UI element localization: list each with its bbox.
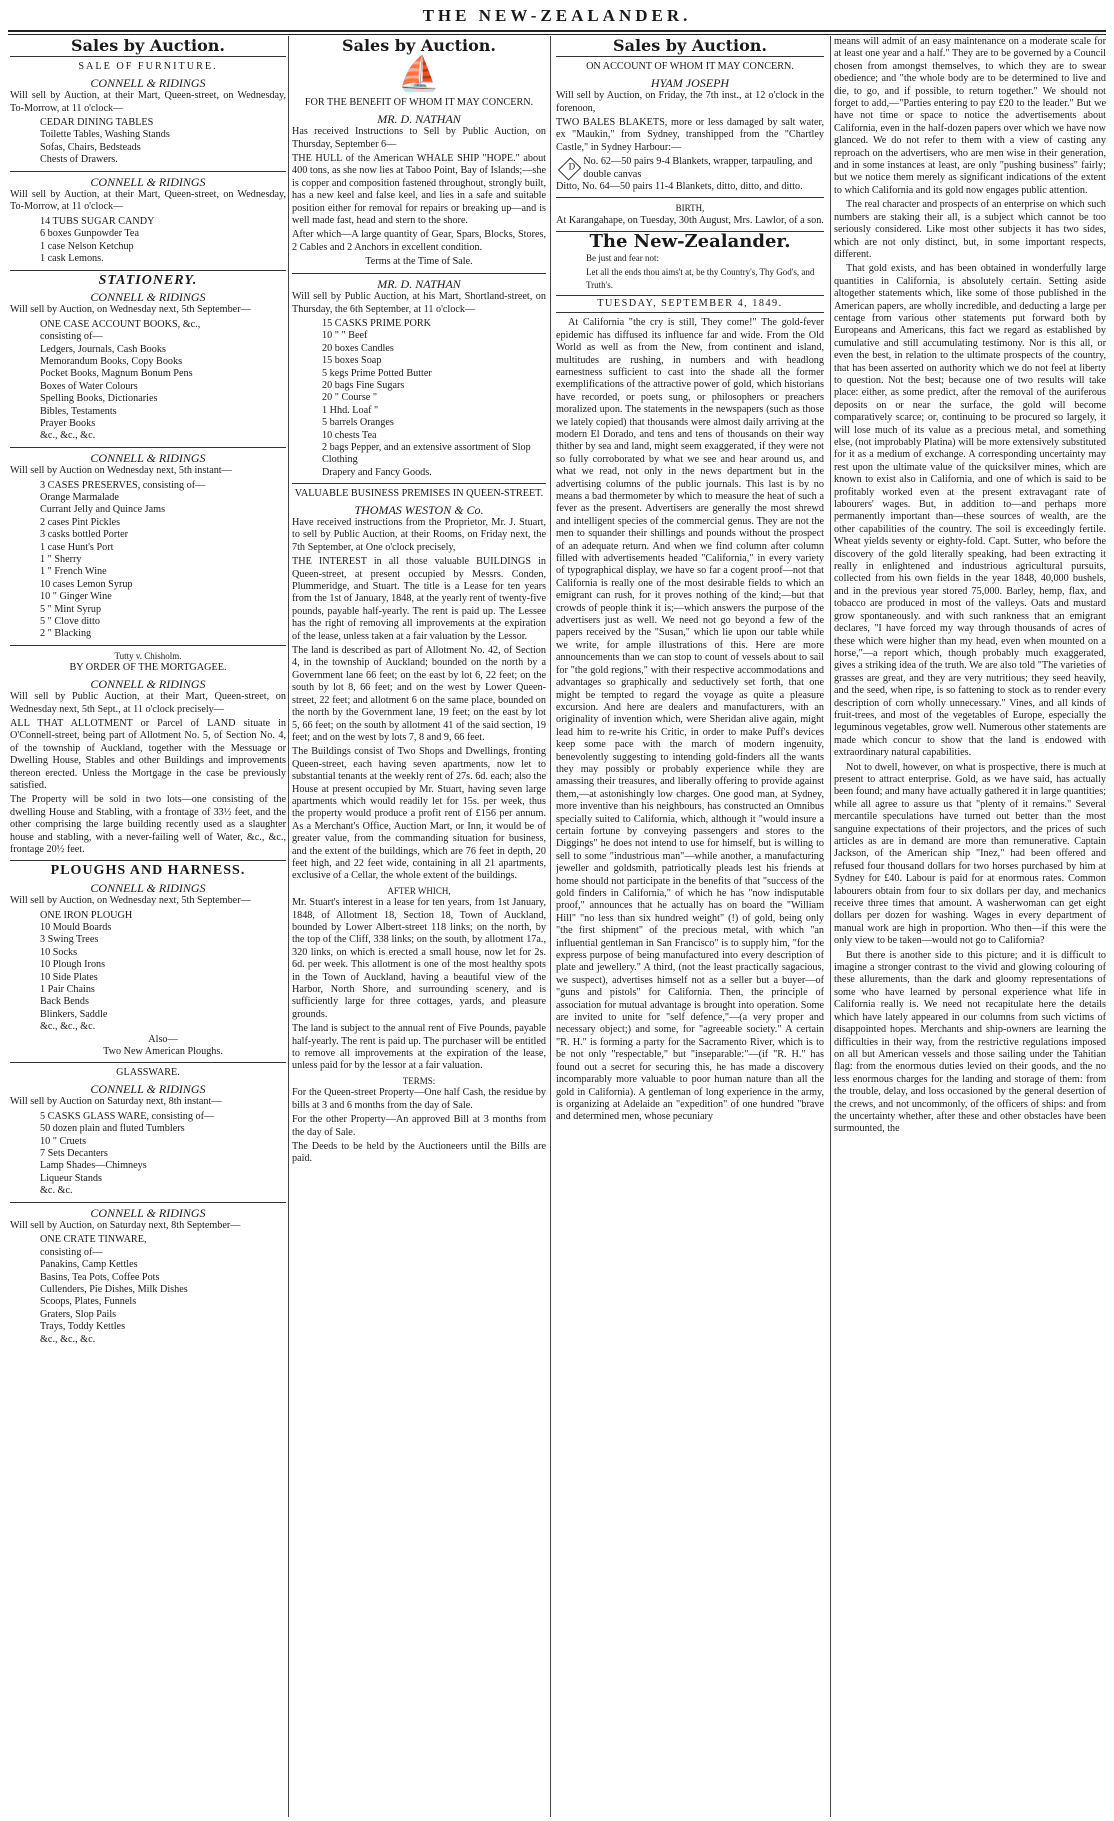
auctioneer-name: CONNELL & RIDINGS bbox=[90, 450, 206, 465]
editorial-paragraph: That gold exists, and has been obtained in wonderfully large quantities in California, is absolutely certain. Setting aside altogether statements which, like some of those published in the American papers, are wholly incredible, and deducting a large per centage from various other statements put forward both by Europeans and Americans, this fact we regard as established by cumulative and still accumulating testimony. Nor is this all, or even the best, in relation to the ultimate prospects of the country, that has been asserted on authority which we do not feel at liberty to question. Not the best; because one of two results will take place: either, as some predict, after the removal of the auriferous deposits on or near the surface, the gold will become comparatively scarce; or, continuing to be procured so largely, it will lose much of its value as a precious metal, and something else, (not improbably Platina) will be more extensively substituted for it as a medium of exchange. A corresponding uncertainty may rest upon the ultimate value of the quicksilver mines, which are known to exist also in California, and one of which is said to be profitably worked even at the present extravagant rate of labourers' wages. But, in addition to—and perhaps more permanently important than—these sources of wealth, are the other capabilities of the country. The soil is exceedingly fertile. Wheat yields seventy or eighty-fold. Capt. Sutter, who before the discovery of the gold literally speaking, had been extracting it really in enlightened and industrious agricultural pursuits, collected from his own fields in the year 1848, 40,000 bushels, and in the previous year stored 75,000. Barley, hemp, flax, and tobacco are produced in most of the valleys. Oats and mustard grow spontaneously. and with such rankness that an emigrant declares, "I have forced my way through thousands of acres of these which were higher than my head, even when mounted on a horse,"—a report which, though probably much exaggerated, gives a striking idea of the truth. We are also told "The varieties of grasses are great, and they are very nutritious; they seed heavily, and the seed, when ripe, is so fattening to stock as to render every description of corn wholly unnecessary." Vines, and all kinds of fruit-trees, and most of the vegetables of Europe, especially the leguminous vegetables, grow well. Numerous other statements are made which concur to show that the land is endowed with extraordinary natural capabilities. bbox=[834, 263, 1106, 759]
list-item: Graters, Slop Pails bbox=[40, 1308, 117, 1320]
rule bbox=[556, 197, 824, 198]
lot-line: Ditto, No. 64—50 pairs 11-4 Blankets, ditto, ditto, and ditto. bbox=[556, 181, 803, 193]
ad-intro: Will sell by Auction, on Wednesday next, 5th September— bbox=[10, 304, 251, 316]
rule bbox=[10, 645, 286, 646]
ad-intro: Will sell by Auction on Saturday next, 8th instant— bbox=[10, 1096, 222, 1108]
list-item: 2 " Blacking bbox=[40, 628, 92, 640]
diamond-letter: D bbox=[568, 161, 576, 172]
section-heading: Sales by Auction. bbox=[342, 36, 496, 55]
rule bbox=[292, 273, 546, 274]
item-list bbox=[10, 1111, 286, 1198]
list-item: 2 bags Pepper, and an extensive assortment of Slop Clothing bbox=[322, 441, 531, 466]
ad-intro: Will sell by Auction on Wednesday next, 5th instant— bbox=[10, 465, 232, 477]
masthead-rule bbox=[8, 30, 1106, 35]
rule bbox=[10, 270, 286, 271]
ad-intro: Will sell by Auction, at their Mart, Queen-street, on Wednesday, To-Morrow, at 11 o'clock— bbox=[10, 90, 286, 114]
list-item: &c., &c., &c. bbox=[40, 1333, 96, 1345]
list-item: 1 Pair Chains bbox=[40, 984, 95, 996]
diamond-mark-icon bbox=[558, 157, 582, 181]
ad-body: For the other Property—An approved Bill at 3 months from the day of Sale. bbox=[292, 1114, 546, 1138]
ad-body: After which—A large quantity of Gear, Spars, Blocks, Stores, 2 Cables and 2 Anchors in excellent condition. bbox=[292, 229, 546, 253]
list-item: Lamp Shades—Chimneys bbox=[40, 1160, 147, 1172]
column-1 bbox=[10, 36, 286, 1817]
list-item: ONE CASE ACCOUNT BOOKS, &c., bbox=[40, 318, 201, 330]
list-item: &c. &c. bbox=[40, 1185, 73, 1197]
list-item: Orange Marmalade bbox=[40, 492, 119, 503]
column-3 bbox=[556, 36, 824, 1817]
list-item: Liqueur Stands bbox=[40, 1172, 102, 1184]
list-item: Boxes of Water Colours bbox=[40, 380, 138, 392]
list-item: 50 dozen plain and fluted Tumblers bbox=[40, 1123, 185, 1135]
list-item: 3 CASES PRESERVES, consisting of— bbox=[40, 479, 206, 491]
ad-body: For the Queen-street Property—One half Cash, the residue by bills at 3 and 6 months from the day of Sale. bbox=[292, 1087, 546, 1111]
list-item: 20 " Course " bbox=[322, 392, 378, 404]
list-item: 10 chests Tea bbox=[322, 429, 377, 441]
list-item: 1 Hhd. Loaf " bbox=[322, 404, 379, 416]
item-list bbox=[292, 318, 546, 479]
ad-title: FOR THE BENEFIT OF WHOM IT MAY CONCERN. bbox=[304, 97, 534, 109]
list-item: 1 case Nelson Ketchup bbox=[40, 240, 134, 252]
list-item: Also— bbox=[148, 1033, 178, 1045]
rule bbox=[10, 1062, 286, 1063]
list-item: 1 " French Wine bbox=[40, 566, 107, 578]
list-item: 6 boxes Gunpowder Tea bbox=[40, 228, 139, 240]
rule bbox=[10, 447, 286, 448]
list-item: 5 kegs Prime Potted Butter bbox=[322, 367, 432, 379]
column-2 bbox=[292, 36, 546, 1817]
section-heading: PLOUGHS AND HARNESS. bbox=[50, 863, 246, 879]
ad-subheading: AFTER WHICH, bbox=[387, 885, 451, 896]
rule bbox=[556, 56, 824, 57]
ad-intro: Will sell by Public Auction, at his Mart, Shortland-street, on Thursday, the 6th September, at 11 o'clock— bbox=[292, 291, 546, 315]
item-list bbox=[10, 117, 286, 167]
auctioneer-name: MR. D. NATHAN bbox=[377, 111, 461, 126]
section-heading: GLASSWARE. bbox=[116, 1067, 180, 1079]
ship-icon: ⛵ bbox=[397, 56, 441, 94]
list-item: 5 " Clove ditto bbox=[40, 616, 100, 628]
terms: Terms at the Time of Sale. bbox=[365, 256, 473, 268]
auctioneer-name: CONNELL & RIDINGS bbox=[90, 289, 206, 304]
list-item: 3 Swing Trees bbox=[40, 934, 99, 946]
list-item: &c., &c., &c. bbox=[40, 1021, 96, 1033]
lot-row bbox=[556, 156, 824, 181]
list-item: Chests of Drawers. bbox=[40, 154, 118, 166]
auctioneer-name: CONNELL & RIDINGS bbox=[90, 1081, 206, 1096]
list-item: 5 barrels Oranges bbox=[322, 417, 394, 429]
ad-body: The Deeds to be held by the Auctioneers until the Bills are paid. bbox=[292, 1140, 546, 1165]
list-item: 20 bags Fine Sugars bbox=[322, 379, 405, 391]
section-heading: STATIONERY. bbox=[98, 272, 198, 288]
list-item: 20 boxes Candles bbox=[322, 342, 394, 354]
list-item: Cullenders, Pie Dishes, Milk Dishes bbox=[40, 1283, 188, 1295]
ad-intro: Will sell by Auction, on Saturday next, 8th September— bbox=[10, 1219, 241, 1231]
editorial bbox=[556, 317, 824, 1123]
list-item: 10 " Cruets bbox=[40, 1135, 87, 1147]
list-item: &c., &c., &c. bbox=[40, 430, 96, 442]
list-item: Prayer Books bbox=[40, 417, 96, 429]
ad-body: THE INTEREST in all those valuable BUILDINGS in Queen-street, at present occupied by Messrs. Conden, Plummeridge, and Stuart. The title is a Lease for ten years from the 1st of January, 1848, at the yearly rent of twenty-five pounds, payable half-yearly. The rent is paid up. The Lessee has the right of removing all improvements at the expiration of the lease, unless taken at a fair valuation by the Lessor. bbox=[292, 556, 546, 642]
list-item: 1 case Hunt's Port bbox=[40, 541, 114, 553]
ad-intro: Has received Instructions to Sell by Public Auction, on Thursday, September 6— bbox=[292, 126, 546, 150]
ad-subheading: TERMS: bbox=[402, 1075, 436, 1086]
ad-intro: Will sell by Auction, at their Mart, Queen-street, on Wednesday, To-Morrow, at 11 o'clock— bbox=[10, 189, 286, 213]
list-item: Toilette Tables, Washing Stands bbox=[40, 129, 170, 141]
issue-date: TUESDAY, SEPTEMBER 4, 1849. bbox=[556, 295, 824, 313]
list-item: 14 TUBS SUGAR CANDY bbox=[40, 215, 155, 227]
list-item: Basins, Tea Pots, Coffee Pots bbox=[40, 1271, 160, 1283]
ad-body: Mr. Stuart's interest in a lease for ten years, from 1st January, 1848, of Allotment 18, Section 18, Town of Auckland, bounded by Lower Albert-street 118 links; on the north, by the top of the Cliff, 338 links; on the south, by allotment 17a., 320 links, on which is erected a small house, now let for 2s. 6d. per week. This allotment is one of the most healthy spots in the Town of Auckland, having a beautiful view of the Harbor, North Shore, and surrounding scenery, and is sufficiently large for three cottages, yards, and pleasure grounds. bbox=[292, 897, 546, 1020]
list-item: consisting of— bbox=[40, 331, 103, 343]
notice-heading: BIRTH, bbox=[675, 203, 705, 214]
list-item: 1 " Sherry bbox=[40, 554, 82, 566]
list-item: Blinkers, Saddle bbox=[40, 1008, 108, 1020]
item-list bbox=[10, 480, 286, 641]
list-item: 2 cases Pint Pickles bbox=[40, 516, 121, 528]
list-item: 15 CASKS PRIME PORK bbox=[322, 317, 431, 329]
list-item: 10 Plough Irons bbox=[40, 959, 106, 971]
item-list bbox=[10, 910, 286, 1059]
list-item: 10 Mould Boards bbox=[40, 922, 112, 933]
rule bbox=[10, 1202, 286, 1203]
column-divider bbox=[288, 36, 289, 1817]
item-list bbox=[10, 1234, 286, 1346]
list-item: Spelling Books, Dictionaries bbox=[40, 393, 158, 405]
column-divider bbox=[830, 36, 831, 1817]
list-item: 1 cask Lemons. bbox=[40, 253, 104, 265]
auctioneer-name: CONNELL & RIDINGS bbox=[90, 174, 206, 189]
item-list bbox=[10, 216, 286, 266]
section-heading: Sales by Auction. bbox=[71, 36, 225, 55]
list-item: ONE IRON PLOUGH bbox=[40, 909, 133, 921]
list-item: Back Bends bbox=[40, 996, 89, 1008]
editorial-paragraph: The real character and prospects of an enterprise on which such numbers are staking their all, is a subject which cannot be too seriously considered. Like most other subjects it has two sides, which are not only distinct, but, in some important respects, different. bbox=[834, 199, 1106, 260]
auctioneer-name: THOMAS WESTON & Co. bbox=[354, 502, 484, 517]
list-item: Ledgers, Journals, Cash Books bbox=[40, 343, 166, 355]
lot-line: No. 62—50 pairs 9-4 Blankets, wrapper, tarpauling, and double canvas bbox=[583, 156, 813, 180]
auctioneer-name: MR. D. NATHAN bbox=[377, 276, 461, 291]
ad-body: The land is subject to the annual rent of Five Pounds, payable half-yearly. The rent is paid up. The purchaser will be entitled to remove all improvements at the expiration of the lease, unless paid for by the lessor at a fair valuation. bbox=[292, 1023, 546, 1072]
ad-intro: Will sell by Auction, on Friday, the 7th inst., at 12 o'clock in the forenoon, bbox=[556, 90, 824, 114]
list-item: CEDAR DINING TABLES bbox=[40, 117, 154, 129]
editorial-continued bbox=[834, 36, 1106, 1136]
auctioneer-name: CONNELL & RIDINGS bbox=[90, 880, 206, 895]
rule bbox=[10, 171, 286, 172]
auctioneer-name: CONNELL & RIDINGS bbox=[90, 75, 206, 90]
list-item: Currant Jelly and Quince Jams bbox=[40, 504, 166, 516]
ad-intro: Will sell by Public Auction, at their Mart, Queen-street, on Wednesday next, 5th Sept., at 11 o'clock precisely— bbox=[10, 691, 286, 715]
list-item: ONE CRATE TINWARE, bbox=[40, 1234, 147, 1246]
auctioneer-name: CONNELL & RIDINGS bbox=[90, 1205, 206, 1220]
ad-intro: Have received instructions from the Proprietor, Mr. J. Stuart, to sell by Public Auction, at their Rooms, on Friday next, the 7th September, at One o'clock precisely, bbox=[292, 517, 546, 553]
list-item: Drapery and Fancy Goods. bbox=[322, 466, 432, 478]
list-item: 10 " Ginger Wine bbox=[40, 591, 112, 603]
auctioneer-name: HYAM JOSEPH bbox=[650, 75, 730, 90]
column-divider bbox=[550, 36, 551, 1817]
list-item: 7 Sets Decanters bbox=[40, 1147, 108, 1159]
list-item: consisting of— bbox=[40, 1246, 103, 1258]
motto-line: Be just and fear not: bbox=[586, 252, 659, 263]
ad-body: The Property will be sold in two lots—one consisting of the dwelling House and Stabling, with a frontage of 33½ feet, and the other comprising the large building recently used as a slaughter house and stabling, with a never-failing well of Water, &c., &c., frontage 20½ feet. bbox=[10, 794, 286, 855]
column-4 bbox=[834, 36, 1106, 1817]
ad-body: The Buildings consist of Two Shops and Dwellings, fronting Queen-street, each having seven apartments, now let to substantial tenants at the weekly rent of 27s. 6d. each; also the House at present occupied by Mr. Stuart, having seven large apartments which would readily let for 15s. per week, thus the property would produce a profit rent of £156 per annum. As a Merchant's Office, Auction Mart, or Inn, it would be of greater value, from the commanding situation for business, and the extent of the buildings, which are 76 feet in depth, 20 feet high, and 22 feet wide, containing in all 21 apartments, exclusive of a Cellar, the whole extent of the buildings. bbox=[292, 746, 546, 882]
ad-intro: Will sell by Auction, on Wednesday next, 5th September— bbox=[10, 895, 251, 907]
list-item: 10 cases Lemon Syrup bbox=[40, 578, 133, 590]
list-item: Memorandum Books, Copy Books bbox=[40, 355, 183, 367]
editorial-paragraph: But there is another side to this picture; and it is difficult to imagine a stronger contrast to the vivid and glowing colouring of these allurements, than the dark and gloomy representations of some who have learned by personal experience what life in California really is. We need not recapitulate here the details which have lately appeared in our columns from such victims of disappointed hopes. Merchants and ship-owners are learning the difficulties in their way, from the restrictive regulations imposed on all but American vessels and those sailing under the Tahitian flag: from the enormous duties levied on their goods, and the no less enormous charges for the landing and storage of them: from the trouble, delay, and loss occasioned by the general desertion of the crews, and not uncommonly, of the officers of ships: and from the uncertainty whether, after these and other obstacles have been surmounted, the bbox=[834, 949, 1106, 1135]
list-item: 15 boxes Soap bbox=[322, 355, 382, 367]
list-item: Pocket Books, Magnum Bonum Pens bbox=[40, 368, 193, 380]
notice-body: At Karangahape, on Tuesday, 30th August, Mrs. Lawlor, of a son. bbox=[556, 214, 824, 226]
rule bbox=[10, 56, 286, 57]
list-item: 3 casks bottled Porter bbox=[40, 529, 128, 541]
ad-title: VALUABLE BUSINESS PREMISES IN QUEEN-STREET. bbox=[294, 488, 544, 500]
list-item: 5 " Mint Syrup bbox=[40, 603, 102, 615]
ad-body: ALL THAT ALLOTMENT or Parcel of LAND situate in O'Connell-street, being part of Allotment No. 5, of Section No. 4, of the township of Auckland, together with the Messuage or Dwelling House, Stables and other Buildings and improvements thereon erected. Unless the Mortgage in the case be previously satisfied. bbox=[10, 717, 286, 791]
list-item: 10 Socks bbox=[40, 946, 78, 958]
ad-body: The land is described as part of Allotment No. 42, of Section 4, in the township of Auckland; bounded on the north by a Government lane 66 feet; on the east by lot 6, 22 feet; on the south by lot 8, 66 feet; and on the west by Lower Queen-street, 22 feet; and allotment 6 on the same place, bounded on the north by the Government lane, 19 feet; on the east by lot 5, 66 feet; on the south by allotment 41 of the said section, 19 feet; and on the west by lots 7, 8 and 9, 66 feet. bbox=[292, 645, 546, 743]
rule bbox=[10, 860, 286, 861]
list-item: Panakins, Camp Kettles bbox=[40, 1259, 138, 1271]
editorial-paragraph: Not to dwell, however, on what is prospective, there is much at present to attract enterprise. Gold, as we have said, has actually been found; and many have actually gathered it in large quantities; while all agree to assure us that "plenty of it remains." Several mercantile speculations have turned out better than the most sanguine expectations of their projectors, and the prices of such articles as are in demand are more than remunerative. Captain Jackson, of the American ship "Inez," had been offered and refused four thousand dollars for two horses purchased by him at Sydney for £40. Labour is paid for at enormous rates. Common labourers obtain from four to six dollars per day, and mechanics receive three times that amount. A washerwoman can get eight dollars per dozen for washing. Wages in every department of manual work are high in proportion. Who then—if this were the only view to be taken—would not go to California? bbox=[834, 761, 1106, 947]
case-name: Tutty v. Chisholm. bbox=[114, 650, 182, 661]
list-item: Scoops, Plates, Funnels bbox=[40, 1296, 137, 1308]
masthead: THE NEW-ZEALANDER. bbox=[422, 6, 692, 25]
editorial-paragraph: At California "the cry is still, They come!" The gold-fever epidemic has diffused its influence far and wide. From the Old World as well as from the New, from continent and island, multitudes are rushing, in numbers and with headlong earnestness sufficient to cast into the shade all the former exemplifications of the attractive power of gold, which historians have recorded, or poets sung, or philosophers or preachers moralized upon. The statements in the newspapers (such as those we lately copied) that thousands were almost daily arriving at the modern El Dorado, and tens and tens of thousands on their way thither by sea and land, might seem exaggerated, if they were not so fully corroborated by what we see and hear around us, and what we read, not only in the news department but in the advertising columns of the public journals. This last is by no means a bad thermometer by which to measure the heat of such a fever as the present. Advertisers are generally the most shrewd and intelligent species of the commercial genus. They are not the men to squander their shillings and pounds without the prospect of an adequate return. And when we find column after column filled with advertisements headed "California," in every variety of typographical display, we have so far a cogent proof—not that California is really one of the most desirable fields to which an emigrant can rush, for it proves nothing of the kind;—but that crowds of people think it is;—which answers the purpose of the advertisers just as well. We need not go beyond a few of the papers received by the "Susan," which lie upon our table while we write, for ample illustrations of this. Here are more announcements than we can stop to count of vessels about to sail for "the gold regions," with their respective accommodations and advantages so graphically and seductively set forth, that one might be tempted to regard the voyage as quite a pleasure excursion. And here are dealers and manufacturers, with an originality of invention which, were Sheridan alive again, might lead him to re-write his Critic, in order to make Puff's devices keep some pace with the march of modern ingenuity, benevolently suggesting to intending gold-finders all the wants they may possibly or probably experience while they are amassing their treasures, and liberally offering to provide against them,—at astonishingly low charges. One good man, at Sydney, more inventive than his neighbours, has constructed an Omnibus specially suited to California, which, although it "would insure a certain fortune by conveying passengers and stores to the Diggings" he does not intend to use for himself, but is willing to sell to some "industrious man"—while another, a manufacturing jeweller and goldsmith, patriotically pleads lest his friends at home should not participate in the benefits of that "success of the gold finders in California," of which he has "now indisputable proof," announces that he actually has on board the "William Hill" "no less than six hundred weight" (!) of gold, being only "the first shipment" of the precious metal, with which "an influential gentleman in San Francisco" is to supply him, "for the express purpose of being manufactured into every description of plate and jewellery." A third, (not the least practically sagacious, we suspect), advertises himself not as a seller but a buyer—of "guns and pistols" for California. Then, the principle of association for mutual advantage is brought into operation. Some are invited to unite for "self defence,"—(a very proper and necessary object;) and some, for "agreeable society." A certain "R. H." is forming a party for the Sacramento River, which is to be not only "respectable," but "inseparable:"—(if "R. H." has found out a secret for securing this, he has made a discovery incomparably more valuable to poor human nature than all the gold in California). A gentleman of long experience in the army, is organizing at Adelaide an "expedition" of one hundred "brave and determined men, whose pecuniary bbox=[556, 317, 824, 1123]
ad-title: ON ACCOUNT OF WHOM IT MAY CONCERN. bbox=[586, 61, 794, 73]
auctioneer-name: CONNELL & RIDINGS bbox=[90, 676, 206, 691]
section-heading: Sales by Auction. bbox=[613, 36, 767, 55]
list-item: Trays, Toddy Kettles bbox=[40, 1321, 126, 1333]
list-item: Two New American Ploughs. bbox=[103, 1046, 223, 1058]
ad-title: SALE OF FURNITURE. bbox=[78, 61, 218, 73]
motto-line: Let all the ends thou aims't at, be thy Country's, Thy God's, and Truth's. bbox=[586, 267, 815, 290]
rule bbox=[292, 483, 546, 484]
paper-title: The New-Zealander. bbox=[589, 231, 791, 253]
ad-body: THE HULL of the American WHALE SHIP "HOPE." about 400 tons, as she now lies at Taboo Point, Bay of Islands;—she is copper and composition fastened throughout, strongly built, has a new keel and false keel, and lies in a safe and suitable position either for removal for repairs or breaking up—and is well made fast, head and stern to the shore. bbox=[292, 153, 546, 227]
list-item: Sofas, Chairs, Bedsteads bbox=[40, 141, 141, 153]
list-item: Bibles, Testaments bbox=[40, 405, 117, 417]
ad-title: BY ORDER OF THE MORTGAGEE. bbox=[69, 662, 227, 674]
ad-body: TWO BALES BLAKETS, more or less damaged by salt water, ex "Maukin," from Sydney, transhipped from the "Chartley Castle," in Sydney Harbour:— bbox=[556, 117, 824, 153]
item-list bbox=[10, 319, 286, 443]
list-item: 10 Side Plates bbox=[40, 971, 98, 983]
list-item: 5 CASKS GLASS WARE, consisting of— bbox=[40, 1110, 215, 1122]
list-item: 10 " " Beef bbox=[322, 330, 368, 342]
editorial-paragraph: means will admit of an easy maintenance on a moderate scale for at least one year and a half." They are to be governed by a Council chosen from amongst themselves, to which they are to swear obedience; and "the whole body are to be determined to live and die, to go, and if possible, to return together." We should not forget to add,—"Parties entering to pay £20 to the leader." But we have not time or space to notice the advertisements about California, even in the half-dozen papers over which we have now glanced. We do not refer to them with a view of casting any reproach on the advertisers, who are men wise in their generation, and in some instances at least, are only "pushing business" fairly; but we notice them merely as significant indications of the extent to which California and its gold now engages public attention. bbox=[834, 36, 1106, 196]
